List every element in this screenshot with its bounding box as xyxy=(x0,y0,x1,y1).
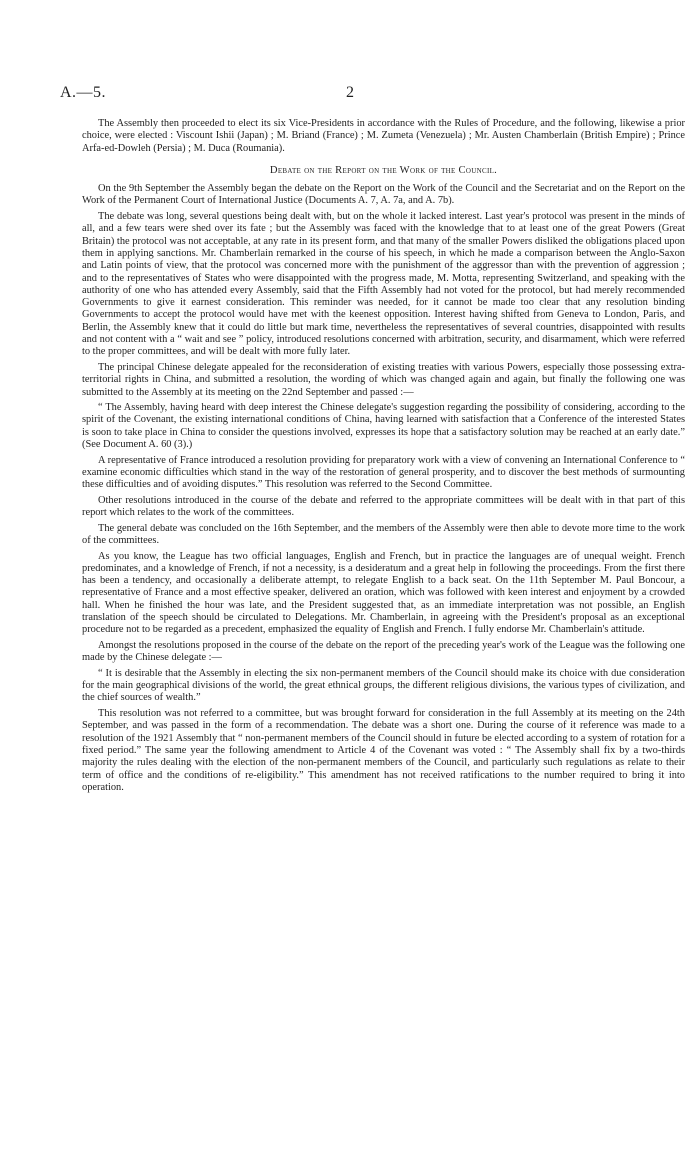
section-heading: Debate on the Report on the Work of the Council. xyxy=(269,164,498,176)
document-reference: A.—5. xyxy=(60,84,107,101)
paragraph-debate-concluded: The general debate was concluded on the 16th September, and the members of the Assembly were then able to devote more time to the work of the committees. xyxy=(82,522,685,546)
paragraph-vice-presidents: The Assembly then proceeded to elect its six Vice-Presidents in accordance with the Rules of Procedure, and the following, likewise a prior choice, were elected : Viscount Ishii (Japan) ; M. Briand (France) ; M. Zumeta (Venezuela) ; Mr. Austen Chamberlain (British Empire) ; Prince Arfa-ed-Dowleh (Persia) ; M. Duca (Roumania). xyxy=(82,118,685,154)
paragraph-protocol: The debate was long, several questions being dealt with, but on the whole it lacked interest. Last year's protocol was present in the minds of all, and a few tears were shed over its fate ; but the Assembly was faced with the knowledge that to at least one of the great Powers (Great Britain) the protocol was not acceptable, at any rate in its present form, and that many of the smaller Powers disliked the obligations placed upon them in applying sanctions. Mr. Chamberlain remarked in the course of his speech, in which he made a comparison between the Anglo-Saxon and Latin points of view, that the protocol was concerned more with the punishment of the aggressor than with the prevention of aggression ; and to the representatives of States who were disappointed with the progress made, M. Motta, representing Switzerland, and speaking with the authority of one who has attended every Assembly, said that the Fifth Assembly had not voted for the protocol, but had merely recommended Governments to give it earnest consideration. This reminder was needed, for it cannot be made too clear that any resolution binding Governments to accept the protocol would have met with the keenest opposition. Interest having shifted from Geneva to London, Paris, and Berlin, the Assembly knew that it could do little but mark time, nevertheless the representatives of several countries, disappointed with results and not content with a “ wait and see ” policy, introduced resolutions concerned with arbitration, security, and disarmament, which were referred to the proper committees, and will be dealt with more fully later. xyxy=(82,211,685,358)
page-number: 2 xyxy=(346,84,354,101)
paragraph-recommendation: This resolution was not referred to a committee, but was brought forward for consideration in the full Assembly at its meeting on the 24th September, and was passed in the form of a recommendation. The debate was a short one. During the course of it reference was made to a resolution of the 1921 Assembly that “ non-permanent members of the Council should in future be elected according to a system of rotation for a fixed period.” The same year the following amendment to Article 4 of the Covenant was voted : “ The Assembly shall fix by a two-thirds majority the rules dealing with the election of the non-permanent members of the Council, and particularly such regulations as relate to their term of office and the conditions of re-eligibility.” This amendment has not received ratifications to the number required to bring it into operation. xyxy=(82,708,685,793)
document-body xyxy=(82,118,685,797)
paragraph-chinese-delegate: The principal Chinese delegate appealed for the reconsideration of existing treaties with various Powers, especially those possessing extra-territorial rights in China, and submitted a resolution, the wording of which was changed again and again, but finally the following one was submitted to the Assembly at its meeting on the 22nd September and passed :— xyxy=(82,361,685,398)
paragraph-other-resolutions: Other resolutions introduced in the course of the debate and referred to the appropriate committees will be dealt with in that part of this report which relates to the work of the committees. xyxy=(82,494,685,519)
quote-council-election: “ It is desirable that the Assembly in electing the six non-permanent members of the Council should make its choice with due consideration for the main geographical divisions of the world, the great ethnical groups, the different religious divisions, the various types of civilization, and the chief sources of wealth.” xyxy=(82,667,685,704)
paragraph-france-resolution: A representative of France introduced a resolution providing for preparatory work with a view of convening an International Conference to “ examine economic difficulties which stand in the way of the restoration of general prosperity, and to discover the best methods of surmounting these difficulties and of avoiding disputes.” This resolution was referred to the Second Committee. xyxy=(82,454,685,491)
paragraph-languages: As you know, the League has two official languages, English and French, but in practice the languages are of unequal weight. French predominates, and a knowledge of French, if not a necessity, is a desideratum and a great help in following the proceedings. From the first there has been a tendency, and occasionally a deliberate attempt, to relegate English to a back seat. On the 11th September M. Paul Boncour, a representative of France and a most effective speaker, delivered an oration, which was followed with keen interest and enjoyment by a crowded hall. When he finished the hour was late, and the President suggested that, as an immediate interpretation was not possible, an English translation of the speech should be circulated to Delegations. Mr. Chamberlain, in agreeing with the President's proposal as an exceptional procedure not to be regarded as a precedent, emphasized the equality of English and French. I fully endorse Mr. Chamberlain's attitude. xyxy=(82,550,685,636)
paragraph-debate-start: On the 9th September the Assembly began the debate on the Report on the Work of the Council and the Secretariat and on the Report on the Work of the Permanent Court of International Justice (Documents A. 7, A. 7a, and A. 7b). xyxy=(82,183,685,207)
quote-assembly-resolution: “ The Assembly, having heard with deep interest the Chinese delegate's suggestion regarding the possibility of considering, according to the spirit of the Covenant, the existing international conditions of China, having learned with satisfaction that a Conference of the interested States is soon to take place in China to consider the questions involved, expresses its hope that a satisfactory solution may be reached at an early date.” (See Document A. 60 (3).) xyxy=(82,402,685,451)
paragraph-chinese-proposal: Amongst the resolutions proposed in the course of the debate on the report of the preceding year's work of the League was the following one made by the Chinese delegate :— xyxy=(82,639,685,664)
page-header xyxy=(60,84,640,106)
